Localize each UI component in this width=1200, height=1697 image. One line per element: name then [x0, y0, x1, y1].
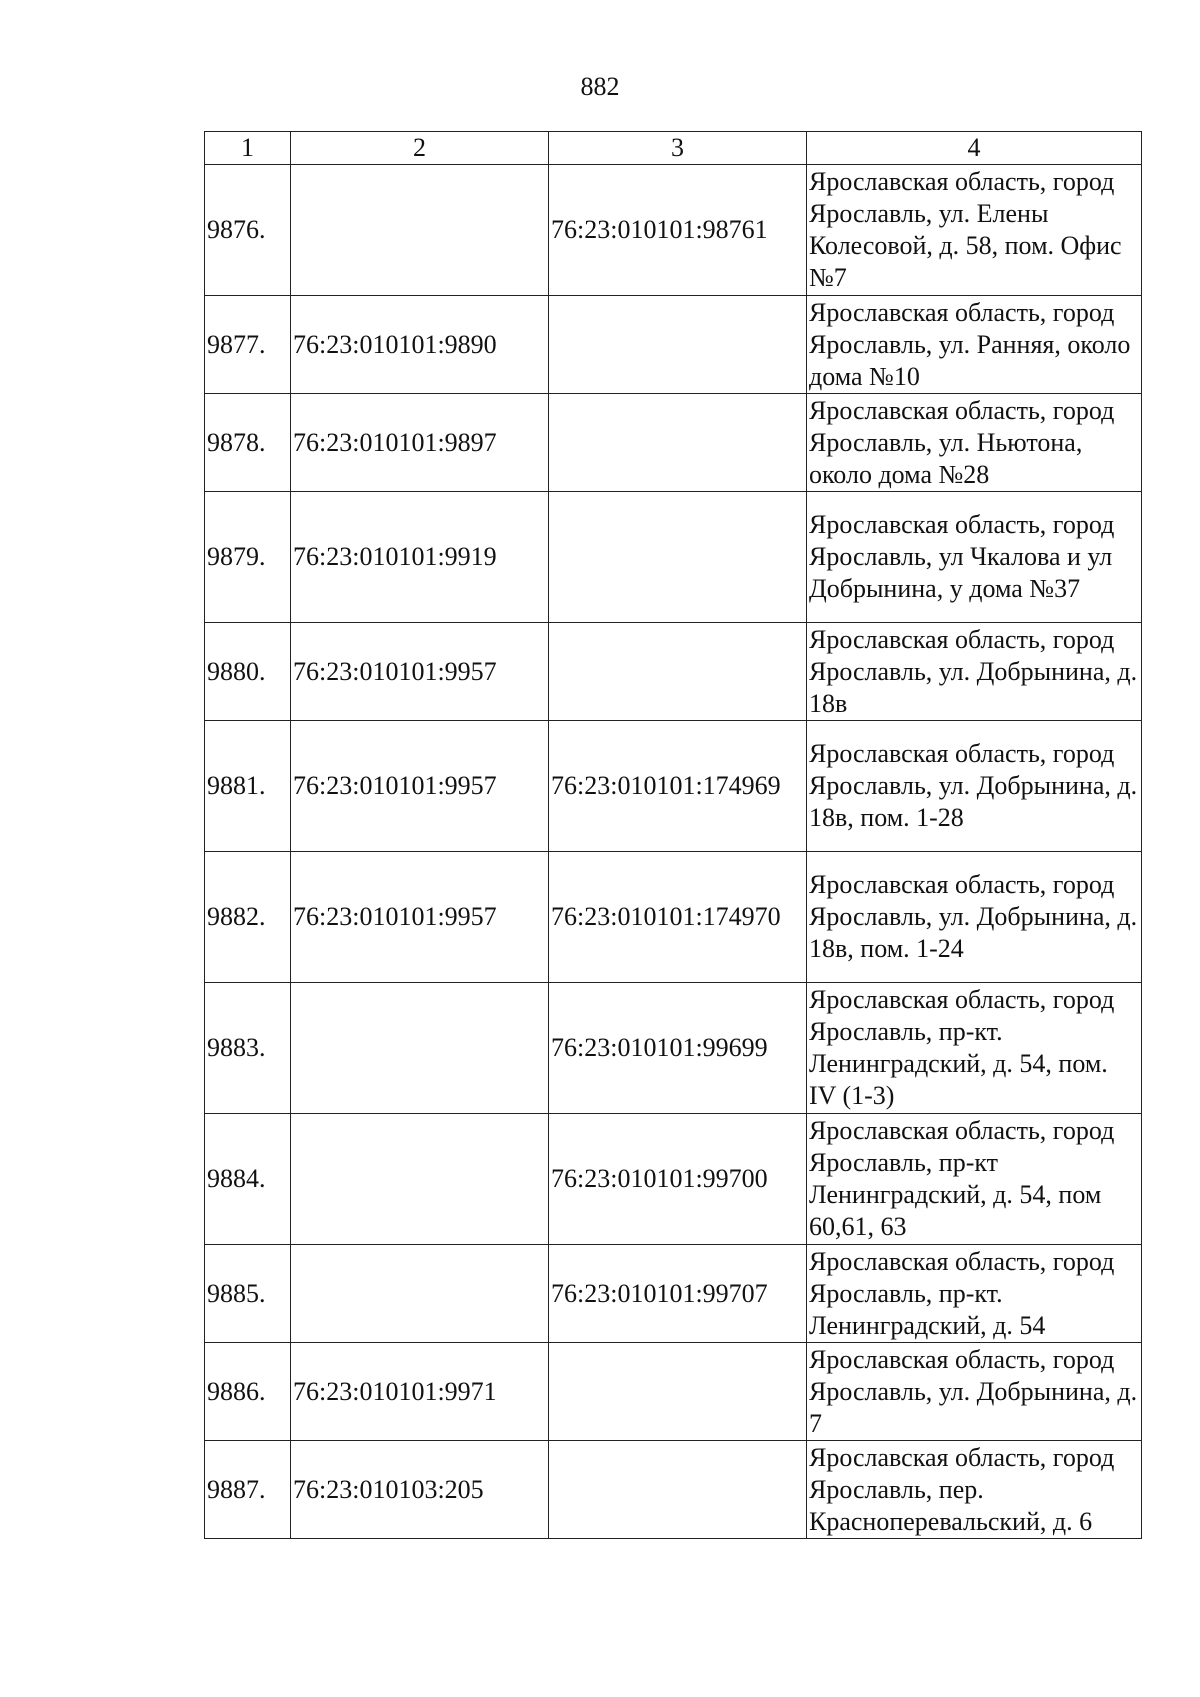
table-row: [205, 394, 1142, 492]
premises-cadastral-number-cell: 76:23:010101:98761: [549, 165, 807, 296]
premises-cadastral-number-cell: [549, 394, 807, 492]
row-number-cell: 9878.: [205, 394, 291, 492]
address-cell: Ярославская область, город Ярославль, ул. Добрынина, д. 18в, пом. 1-24: [807, 852, 1142, 983]
cadastral-number-cell: [291, 1114, 549, 1245]
address-cell: Ярославская область, город Ярославль, ул. Ранняя, около дома №10: [807, 296, 1142, 394]
row-number-cell: 9885.: [205, 1245, 291, 1343]
table-header: [205, 132, 1142, 165]
column-header-2: 2: [291, 132, 549, 165]
column-header-3: 3: [549, 132, 807, 165]
cadastral-number-cell: 76:23:010101:9919: [291, 492, 549, 623]
row-number-cell: 9883.: [205, 983, 291, 1114]
table-row: [205, 983, 1142, 1114]
premises-cadastral-number-cell: 76:23:010101:174970: [549, 852, 807, 983]
table-row: [205, 492, 1142, 623]
table-row: [205, 1441, 1142, 1539]
premises-cadastral-number-cell: 76:23:010101:99699: [549, 983, 807, 1114]
cadastral-number-cell: 76:23:010101:9897: [291, 394, 549, 492]
row-number-cell: 9881.: [205, 721, 291, 852]
premises-cadastral-number-cell: [549, 1343, 807, 1441]
premises-cadastral-number-cell: 76:23:010101:99707: [549, 1245, 807, 1343]
premises-cadastral-number-cell: [549, 492, 807, 623]
table-row: [205, 623, 1142, 721]
address-cell: Ярославская область, город Ярославль, ул. Добрынина, д. 18в, пом. 1-28: [807, 721, 1142, 852]
row-number-cell: 9886.: [205, 1343, 291, 1441]
cadastral-number-cell: [291, 983, 549, 1114]
table-row: [205, 721, 1142, 852]
registry-table: [204, 131, 1142, 1539]
header-row: [205, 132, 1142, 165]
row-number-cell: 9884.: [205, 1114, 291, 1245]
row-number-cell: 9876.: [205, 165, 291, 296]
table-row: [205, 165, 1142, 296]
address-cell: Ярославская область, город Ярославль, пр-кт. Ленинградский, д. 54, пом. IV (1-3): [807, 983, 1142, 1114]
premises-cadastral-number-cell: [549, 623, 807, 721]
cadastral-number-cell: [291, 165, 549, 296]
address-cell: Ярославская область, город Ярославль, пр-кт. Ленинградский, д. 54: [807, 1245, 1142, 1343]
table-row: [205, 852, 1142, 983]
address-cell: Ярославская область, город Ярославль, ул. Добрынина, д. 7: [807, 1343, 1142, 1441]
address-cell: Ярославская область, город Ярославль, ул. Елены Колесовой, д. 58, пом. Офис №7: [807, 165, 1142, 296]
cadastral-number-cell: 76:23:010101:9957: [291, 623, 549, 721]
row-number-cell: 9882.: [205, 852, 291, 983]
premises-cadastral-number-cell: 76:23:010101:99700: [549, 1114, 807, 1245]
premises-cadastral-number-cell: [549, 296, 807, 394]
cadastral-number-cell: 76:23:010101:9957: [291, 852, 549, 983]
cadastral-number-cell: 76:23:010101:9971: [291, 1343, 549, 1441]
column-header-1: 1: [205, 132, 291, 165]
table-row: [205, 1245, 1142, 1343]
row-number-cell: 9879.: [205, 492, 291, 623]
row-number-cell: 9877.: [205, 296, 291, 394]
row-number-cell: 9880.: [205, 623, 291, 721]
table-row: [205, 296, 1142, 394]
cadastral-number-cell: 76:23:010103:205: [291, 1441, 549, 1539]
cadastral-number-cell: 76:23:010101:9890: [291, 296, 549, 394]
table-row: [205, 1114, 1142, 1245]
address-cell: Ярославская область, город Ярославль, ул. Ньютона, около дома №28: [807, 394, 1142, 492]
table-body: [205, 165, 1142, 1539]
address-cell: Ярославская область, город Ярославль, пр-кт Ленинградский, д. 54, пом 60,61, 63: [807, 1114, 1142, 1245]
premises-cadastral-number-cell: [549, 1441, 807, 1539]
address-cell: Ярославская область, город Ярославль, пер. Красноперевальский, д. 6: [807, 1441, 1142, 1539]
address-cell: Ярославская область, город Ярославль, ул Чкалова и ул Добрынина, у дома №37: [807, 492, 1142, 623]
column-header-4: 4: [807, 132, 1142, 165]
table-row: [205, 1343, 1142, 1441]
cadastral-number-cell: [291, 1245, 549, 1343]
premises-cadastral-number-cell: 76:23:010101:174969: [549, 721, 807, 852]
row-number-cell: 9887.: [205, 1441, 291, 1539]
address-cell: Ярославская область, город Ярославль, ул. Добрынина, д. 18в: [807, 623, 1142, 721]
page-number: 882: [580, 72, 620, 101]
cadastral-number-cell: 76:23:010101:9957: [291, 721, 549, 852]
